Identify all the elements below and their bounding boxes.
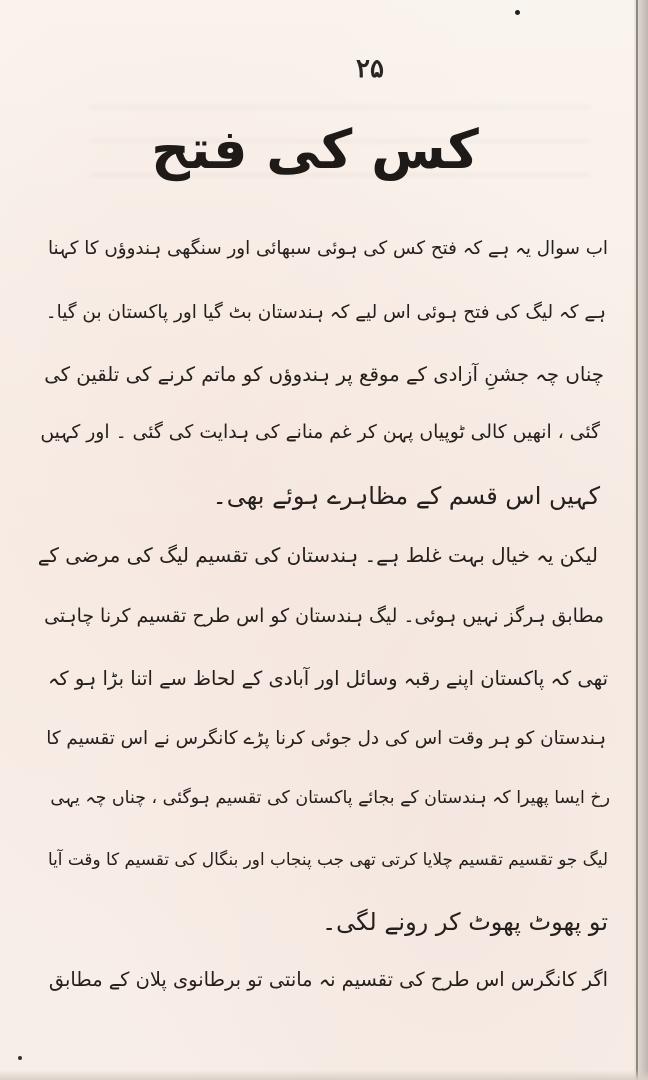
body-line: تو پھوٹ پھوٹ کر رونے لگی۔ (322, 908, 608, 936)
page-bottom-edge (0, 1070, 648, 1080)
body-line: اگر کانگرس اس طرح کی تقسیم نہ مانتی تو برطانوی پلان کے مطابق (48, 968, 608, 991)
body-line: ہے کہ لیگ کی فتح ہوئی اس لیے کہ ہندستان بٹ گیا اور پاکستان بن گیا۔ (45, 302, 606, 323)
page-number: ۲۵ (356, 54, 384, 84)
body-line: لیکن یہ خیال بہت غلط ہے۔ ہندستان کی تقسیم لیگ کی مرضی کے (37, 544, 598, 567)
body-line: کہیں اس قسم کے مظاہرے ہوئے بھی۔ (212, 482, 600, 510)
body-line: لیگ جو تقسیم تقسیم چلایا کرتی تھی جب پنجاب اور بنگال کی تقسیم کا وقت آیا (47, 849, 608, 869)
body-line: گئی ، انھیں کالی ٹوپیاں پہن کر غم منانے کی ہدایت کی گئی ۔ اور کہیں (40, 422, 600, 443)
body-line: ہندستان کو ہر وقت اس کی دل جوئی کرنا پڑے کانگرس نے اس تقسیم کا (46, 728, 606, 749)
chapter-title: کس کی فتح (151, 118, 479, 181)
body-line: مطابق ہرگز نہیں ہوئی۔ لیگ ہندستان کو اس طرح تقسیم کرنا چاہتی (44, 605, 604, 627)
body-line: رخ ایسا پھیرا کہ ہندستان کے بجائے پاکستان کی تقسیم ہوگئی ، چناں چہ یہی (50, 788, 610, 808)
margin-rule (636, 0, 638, 1080)
body-line: تھی کہ پاکستان اپنے رقبہ وسائل اور آبادی کے لحاظ سے اتنا بڑا ہو کہ (48, 667, 608, 690)
body-line: اب سوال یہ ہے کہ فتح کس کی ہوئی سبھائی اور سنگھی ہندوؤں کا کہنا (47, 238, 608, 259)
body-line: چناں چہ جشنِ آزادی کے موقع پر ہندوؤں کو ماتم کرنے کی تلقین کی (44, 363, 604, 386)
ink-speck (515, 10, 520, 15)
ink-speck (18, 1056, 22, 1060)
